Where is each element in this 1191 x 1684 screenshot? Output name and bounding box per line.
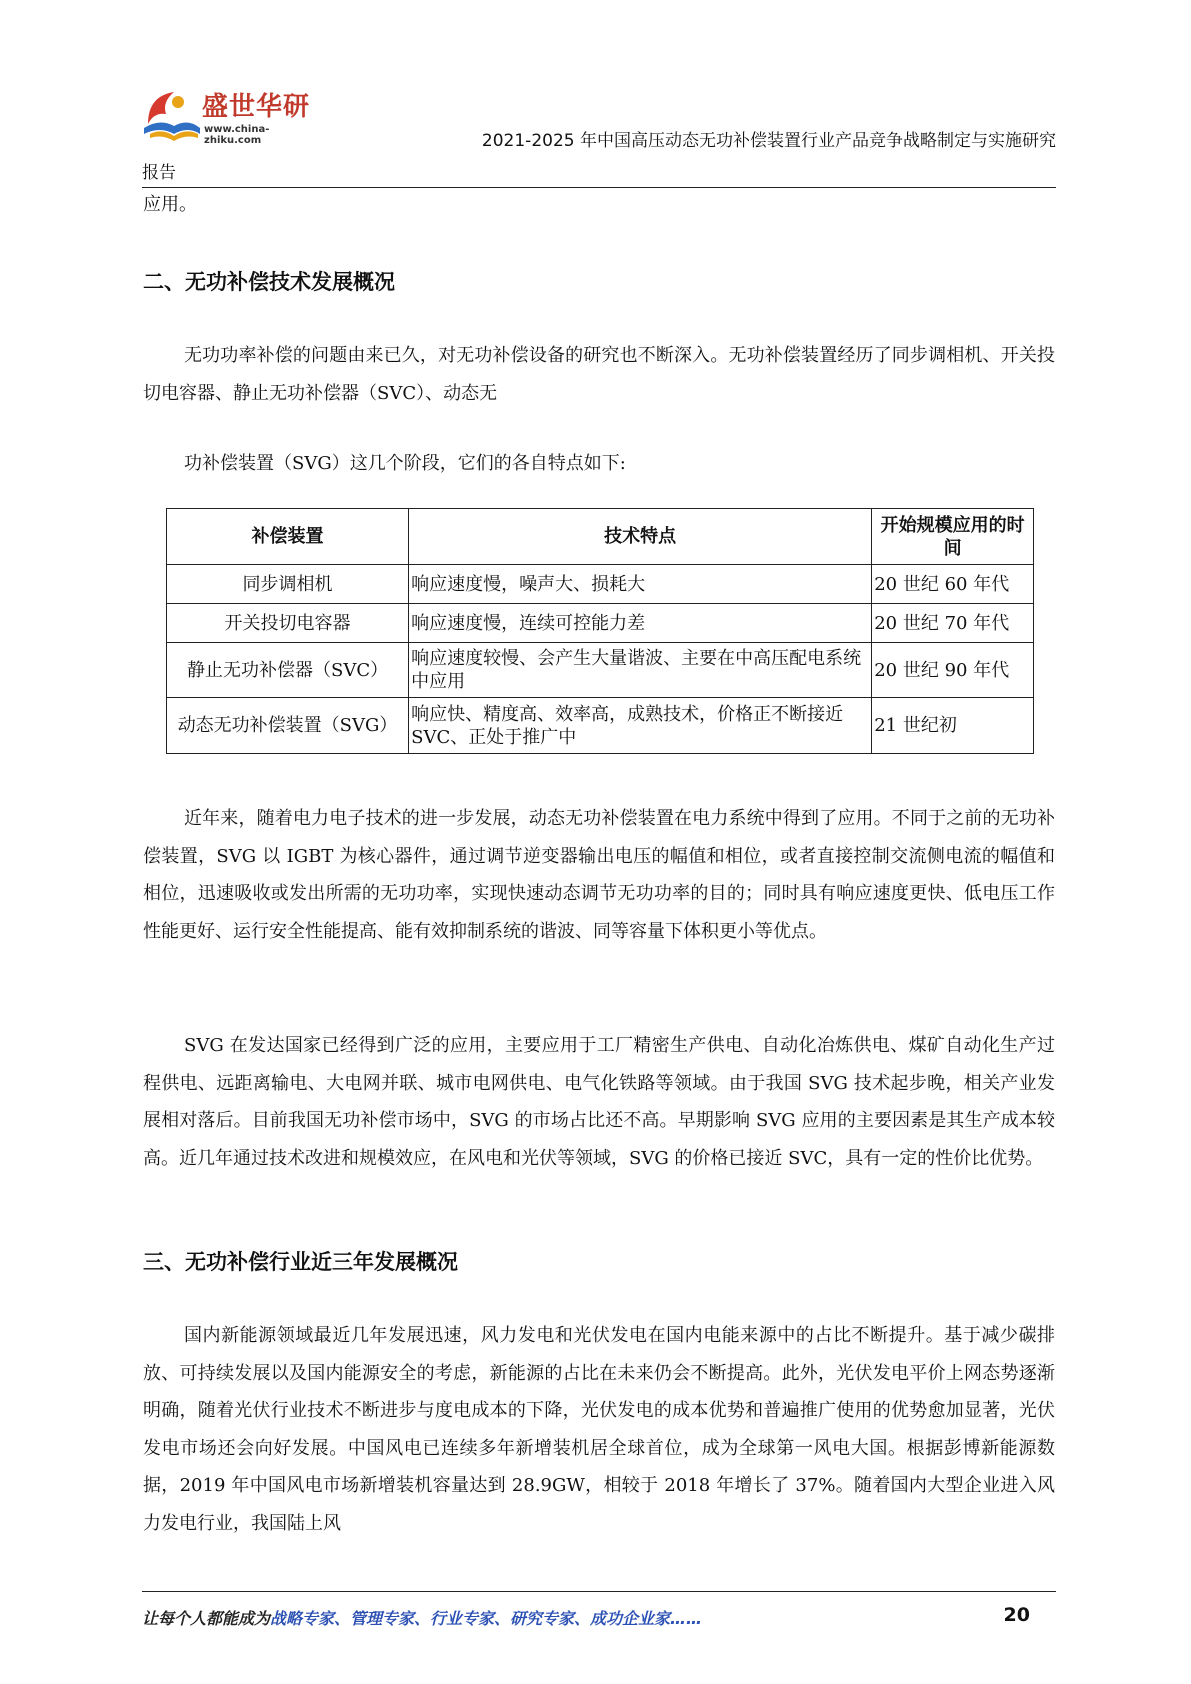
section-heading-2: 二、无功补偿技术发展概况 xyxy=(143,270,395,294)
paragraph-svg-overview: 近年来，随着电力电子技术的进一步发展，动态无功补偿装置在电力系统中得到了应用。不同于之前的无功补偿装置，SVG 以 IGBT 为核心器件，通过调节逆变器输出电压的幅值和相位，或者直接控制交流侧电流的幅值和相位，迅速吸收或发出所需的无功功率，实现快速动态调节无功功率的目的；同时具有响应速度更快、低电压工作性能更好、运行安全性能提高、能有效抑制系统的谐波、同等容量下体积更小等优点。 xyxy=(143,808,1055,942)
table-cell: 响应速度较慢、会产生大量谐波、主要在中高压配电系统中应用 xyxy=(409,643,872,698)
table-row xyxy=(167,604,1034,643)
table-row xyxy=(167,698,1034,754)
compensation-devices-table xyxy=(166,508,1034,754)
footer-slogan-prefix: 让每个人都能成为 xyxy=(142,1609,271,1628)
table-header-cell: 补偿装置 xyxy=(167,509,409,565)
table-cell: 响应快、精度高、效率高，成熟技术，价格正不断接近 SVC、正处于推广中 xyxy=(409,698,872,754)
report-title-continuation: 报告 xyxy=(142,163,176,183)
table-row xyxy=(167,565,1034,604)
table-cell: 开关投切电容器 xyxy=(167,604,409,643)
paragraph-new-energy: 国内新能源领域最近几年发展迅速，风力发电和光伏发电在国内电能来源中的占比不断提升。基于减少碳排放、可持续发展以及国内能源安全的考虑，新能源的占比在未来仍会不断提高。此外，光伏发电平价上网态势逐渐明确，随着光伏行业技术不断进步与度电成本的下降，光伏发电的成本优势和普遍推广使用的优势愈加显著，光伏发电市场还会向好发展。中国风电已连续多年新增装机居全球首位，成为全球第一风电大国。根据彭博新能源数据，2019 年中国风电市场新增装机容量达到 28.9GW，相较于 2018 年增长了 37%。随着国内大型企业进入风力发电行业，我国陆上风 xyxy=(143,1325,1056,1534)
table-header-row xyxy=(167,509,1034,565)
footer-divider xyxy=(142,1591,1056,1592)
footer-slogan-highlight: 战略专家、管理专家、行业专家、研究专家、成功企业家…… xyxy=(270,1609,703,1628)
table-cell: 20 世纪 90 年代 xyxy=(872,643,1034,698)
table-header-cell: 技术特点 xyxy=(409,509,872,565)
logo-name: 盛世华研 xyxy=(202,92,311,122)
table-cell: 20 世纪 60 年代 xyxy=(872,565,1034,604)
table-cell: 动态无功补偿装置（SVG） xyxy=(167,698,409,754)
logo-emblem-icon xyxy=(140,84,202,144)
table-cell: 21 世纪初 xyxy=(872,698,1034,754)
footer-slogan xyxy=(142,1606,702,1629)
table-cell: 响应速度慢，噪声大、损耗大 xyxy=(409,565,872,604)
logo xyxy=(140,84,320,150)
table-cell: 响应速度慢，连续可控能力差 xyxy=(409,604,872,643)
table-header-cell: 开始规模应用的时间 xyxy=(872,509,1034,565)
paragraph-continuation: 应用。 xyxy=(143,194,197,215)
table-row xyxy=(167,643,1034,698)
table-cell: 同步调相机 xyxy=(167,565,409,604)
section-heading-3: 三、无功补偿行业近三年发展概况 xyxy=(143,1250,458,1274)
logo-url: www.china-zhiku.com xyxy=(204,124,270,146)
paragraph-intro: 无功功率补偿的问题由来已久，对无功补偿设备的研究也不断深入。无功补偿装置经历了同步调相机、开关投切电容器、静止无功补偿器（SVC）、动态无 xyxy=(143,345,1055,404)
paragraph-svg-market: SVG 在发达国家已经得到广泛的应用，主要应用于工厂精密生产供电、自动化冶炼供电、煤矿自动化生产过程供电、远距离输电、大电网并联、城市电网供电、电气化铁路等领域。由于我国 SVG 技术起步晚，相关产业发展相对落后。目前我国无功补偿市场中，SVG 的市场占比还不高。早期影响 SVG 应用的主要因素是其生产成本较高。近几年通过技术改进和规模效应，在风电和光伏等领域，SVG 的价格已接近 SVC，具有一定的性价比优势。 xyxy=(143,1035,1055,1169)
page-number: 20 xyxy=(1003,1604,1030,1626)
paragraph-intro-cont: 功补偿装置（SVG）这几个阶段，它们的各自特点如下: xyxy=(184,453,626,474)
report-title: 2021-2025 年中国高压动态无功补偿装置行业产品竞争战略制定与实施研究 xyxy=(481,131,1056,151)
table-cell: 20 世纪 70 年代 xyxy=(872,604,1034,643)
table-cell: 静止无功补偿器（SVC） xyxy=(167,643,409,698)
